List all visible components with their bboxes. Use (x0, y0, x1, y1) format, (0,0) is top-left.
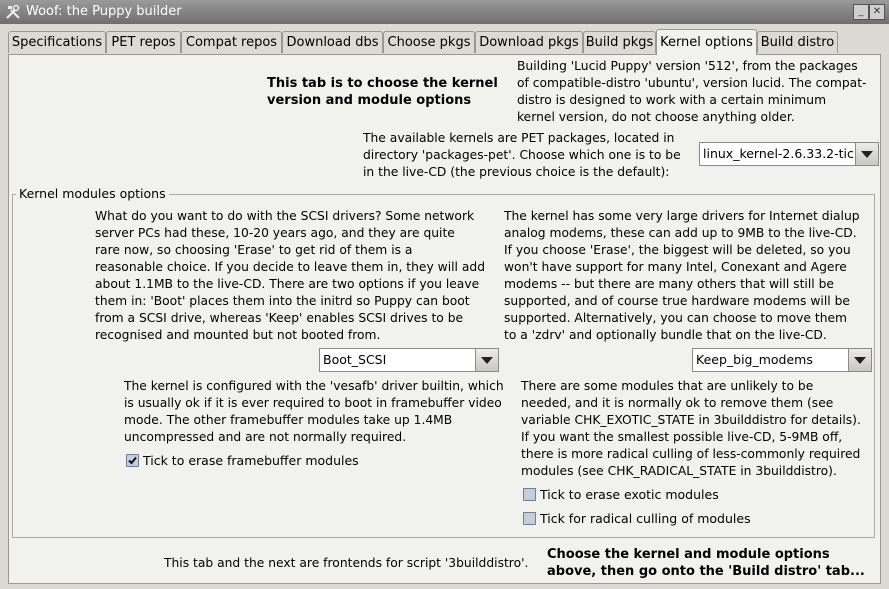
chevron-down-icon (861, 151, 873, 158)
modem-select-value: Keep_big_modems (696, 352, 813, 367)
frame-legend: Kernel modules options (16, 186, 169, 202)
build-info: Building 'Lucid Puppy' version '512', from the packages of compatible-distro 'ubuntu', version lucid. The compat- distro is designed to work with a certain minimum kernel version, do not choose anything older. (517, 59, 867, 124)
tab-kernel-options[interactable]: Kernel options (656, 29, 757, 55)
footer-instruction: Choose the kernel and module options above, then go onto the 'Build distro' tab... (547, 547, 865, 579)
scsi-select[interactable] (319, 348, 499, 372)
tab-compat-repos[interactable]: Compat repos (181, 31, 282, 53)
title-bar (0, 0, 889, 24)
framebuffer-description: The kernel is configured with the 'vesafb' driver builtin, which is usually ok if it is ever required to boot in framebuffer video mode. The other framebuffer modules take up 1.4MB uncompressed and are not normally required. (124, 379, 504, 444)
tab-specifications[interactable]: Specifications (8, 31, 106, 53)
tab-content (8, 54, 881, 584)
kernel-description: The available kernels are PET packages, located in directory 'packages-pet'. Choose which one is to be in the live-CD (the previous choice is the default): (363, 131, 681, 179)
checkbox-box[interactable] (523, 488, 536, 501)
tools-icon (5, 4, 21, 20)
radical-checkbox-label: Tick for radical culling of modules (540, 511, 751, 526)
tab-download-dbs[interactable]: Download dbs (282, 31, 383, 53)
chevron-down-icon (481, 357, 493, 364)
modem-select[interactable] (692, 348, 872, 372)
kernel-select-button[interactable] (855, 143, 878, 165)
modem-select-button[interactable] (848, 349, 871, 371)
scsi-select-value: Boot_SCSI (323, 352, 387, 367)
kernel-select[interactable] (699, 142, 879, 166)
tab-choose-pkgs[interactable]: Choose pkgs (383, 31, 475, 53)
tab-build-pkgs[interactable]: Build pkgs (583, 31, 656, 53)
checkbox-box[interactable] (523, 512, 536, 525)
framebuffer-checkbox-label: Tick to erase framebuffer modules (143, 453, 359, 468)
tab-pet-repos[interactable]: PET repos (106, 31, 181, 53)
exotic-checkbox-label: Tick to erase exotic modules (540, 487, 719, 502)
page-heading: This tab is to choose the kernel version and module options (267, 76, 498, 108)
footer-note: This tab and the next are frontends for script '3builddistro'. (164, 556, 529, 570)
chevron-down-icon (854, 357, 866, 364)
checkbox-box[interactable] (126, 454, 139, 467)
close-button[interactable]: ✕ (869, 4, 885, 20)
tab-download-pkgs[interactable]: Download pkgs (475, 31, 583, 53)
modem-description: The kernel has some very large drivers for Internet dialup analog modems, these can add up to 9MB to the live-CD. If you choose 'Erase', the biggest will be deleted, so you won't have support for many Intel, Conexant and Agere modems -- but there are many others that will still be supported, and of course true hardware modems will be supported. Alternatively, you can choose to move them to a 'zdrv' and optionally bundle that on the live-CD. (504, 209, 860, 342)
scsi-select-button[interactable] (475, 349, 498, 371)
window-title: Woof: the Puppy builder (26, 4, 182, 19)
checkmark-icon (127, 455, 138, 466)
scsi-description: What do you want to do with the SCSI drivers? Some network server PCs had these, 10-20 years ago, and they are quite rare now, so choosing 'Erase' to get rid of them is a reasonable choice. If you decide to leave them in, they will add about 1.1MB to the live-CD. There are two options if you leave them in: 'Boot' places them into the initrd so Puppy can boot from a SCSI drive, whereas 'Keep' enables SCSI drives to be recognised and mounted but not booted from. (95, 209, 486, 342)
minimize-button[interactable]: _ (853, 4, 869, 20)
kernel-modules-frame (12, 186, 875, 538)
tab-build-distro[interactable]: Build distro (757, 31, 838, 53)
kernel-select-value: linux_kernel-2.6.33.2-tic (703, 146, 854, 161)
exotic-description: There are some modules that are unlikely to be needed, and it is normally ok to remove them (see variable CHK_EXOTIC_STATE in 3builddistro for details). If you want the smallest possible live-CD, 5-9MB off, there is more radical culling of less-commonly required modules (see CHK_RADICAL_STATE in 3builddistro). (521, 379, 861, 478)
